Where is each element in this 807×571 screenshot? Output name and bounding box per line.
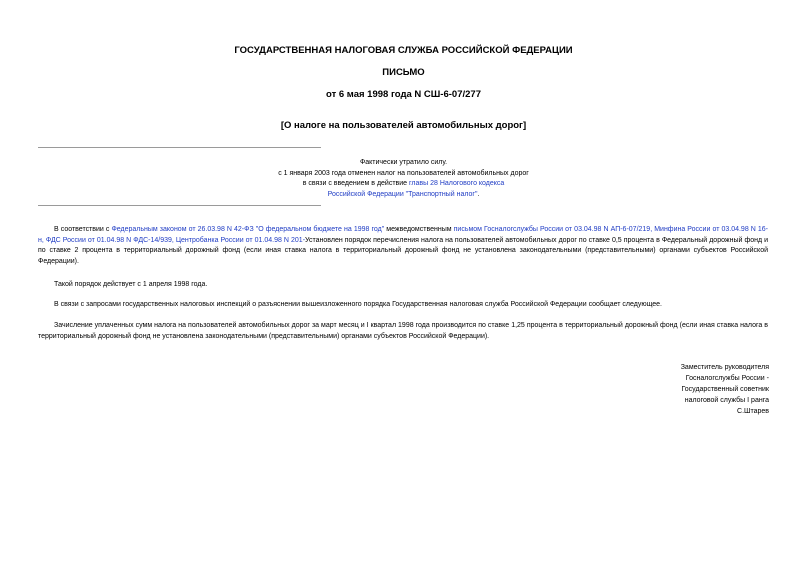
paragraph-1-text-a: В соответствии с <box>54 226 112 233</box>
letter-body <box>38 0 768 571</box>
signature-block <box>569 362 769 417</box>
signature-line-3: Государственный советник <box>681 386 769 393</box>
document-kind: ПИСЬМО <box>382 67 425 78</box>
federal-law-link[interactable]: Федеральным законом от 26.03.98 N 42-ФЗ "О федеральном бюджете на 1998 год" <box>111 226 385 233</box>
paragraph-3: В связи с запросами государственных налоговых инспекций о разъяснении вышеизложенного порядка Государственная налоговая служба Российской Федерации сообщает следующее. <box>54 301 662 308</box>
agency-heading: ГОСУДАРСТВЕННАЯ НАЛОГОВАЯ СЛУЖБА РОССИЙСКОЙ ФЕДЕРАЦИИ <box>234 45 573 56</box>
note-line-2: с 1 января 2003 года отменен налог на пользователей автомобильных дорог <box>278 169 529 177</box>
paragraph-1 <box>38 225 768 267</box>
paragraph-2: Такой порядок действует с 1 апреля 1998 года. <box>54 281 208 288</box>
note-line-3-text: в связи с введением в действие <box>302 180 410 187</box>
note-line-4-suffix: . <box>477 190 480 198</box>
interagency-letter-link[interactable]: письмом Госналогслужбы России от 03.04.98 N АП-6-07/219, Минфина России от 03.04.98 N 16-н, ФДС России от 01.04.98 N ФДС-14/939, Центробанка России от 01.04.98 N 201- <box>38 226 769 244</box>
paragraph-4: Зачисление уплаченных сумм налога на пользователей автомобильных дорог за март месяц и I квартал 1998 года производится по ставке 1,25 процента в территориальный дорожный фонд (если иная ставка налога в территориальный дорожный фонд не установлена законодательными (представительными) органами субъектов Российской Федерации). <box>38 322 768 340</box>
signatory-name: С.Штарев <box>737 408 769 415</box>
document-subject: [О налоге на пользователей автомобильных дорог] <box>280 120 527 131</box>
signature-line-2: Госналогслужбы России - <box>685 375 769 382</box>
signature-line-1: Заместитель руководителя <box>680 364 769 371</box>
paragraph-1-text-b: межведомственным <box>384 226 454 233</box>
signature-line-4: налоговой службы I ранга <box>684 397 769 404</box>
note-line-1: Фактически утратило силу. <box>359 159 448 166</box>
paragraph-1-text-c: Установлен порядок перечисления налога на пользователей автомобильных дорог по ставке 0,5 процента в Федеральный дорожный фонд и по ставке 2 процента в территориальный дорожный фонд (если иная ставка налога в территориальный дорожный фонд не установлена законодательными (представительными) органами субъектов Российской Федерации). <box>38 236 768 265</box>
document-date: от 6 мая 1998 года N СШ-6-07/277 <box>326 89 481 100</box>
transport-tax-link[interactable]: Российской Федерации "Транспортный налог" <box>327 190 478 198</box>
tax-code-chapter-link[interactable]: главы 28 Налогового кодекса <box>409 180 505 187</box>
